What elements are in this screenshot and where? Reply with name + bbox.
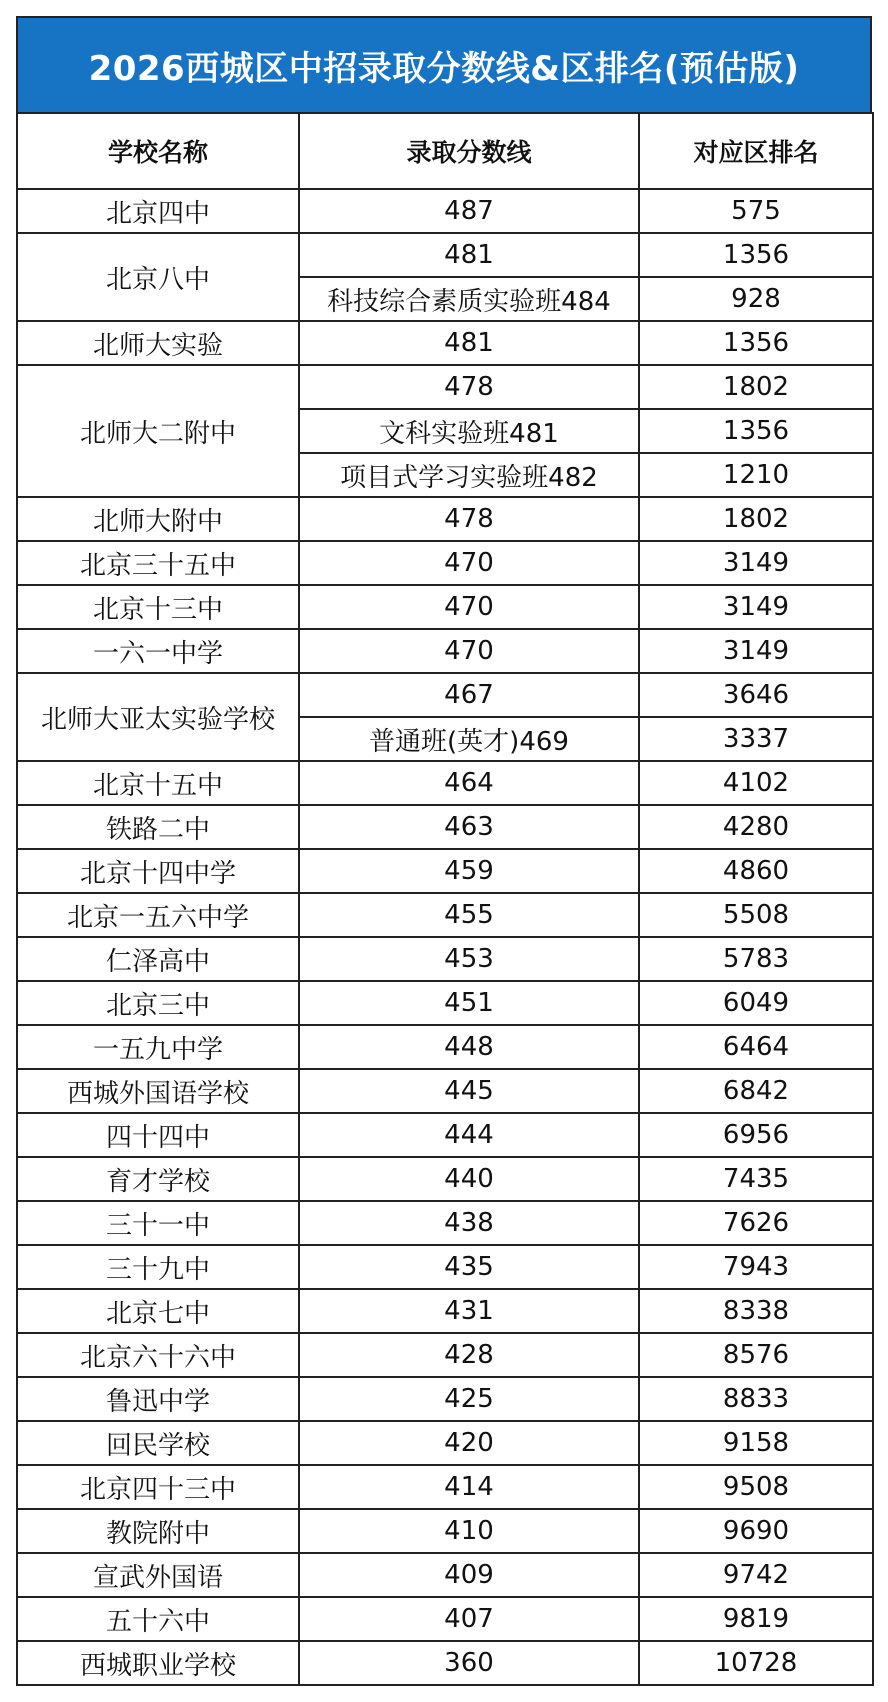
table-row xyxy=(17,1421,873,1465)
admission-score-cell: 科技综合素质实验班484 xyxy=(299,277,639,321)
district-rank-cell: 1802 xyxy=(639,365,873,409)
admission-score-cell: 481 xyxy=(299,321,639,365)
district-rank-cell: 9690 xyxy=(639,1509,873,1553)
district-rank-cell: 7626 xyxy=(639,1201,873,1245)
admission-score-cell: 487 xyxy=(299,189,639,233)
school-name-cell: 北师大二附中 xyxy=(17,365,299,497)
district-rank-cell: 575 xyxy=(639,189,873,233)
district-rank-cell: 6049 xyxy=(639,981,873,1025)
page-title: 2026西城区中招录取分数线&区排名(预估版) xyxy=(16,16,872,112)
school-name-cell: 北师大实验 xyxy=(17,321,299,365)
district-rank-cell: 8338 xyxy=(639,1289,873,1333)
admission-score-cell: 425 xyxy=(299,1377,639,1421)
table-row xyxy=(17,233,873,277)
admission-score-cell: 463 xyxy=(299,805,639,849)
district-rank-cell: 5783 xyxy=(639,937,873,981)
table-row xyxy=(17,497,873,541)
table-row xyxy=(17,629,873,673)
table-row xyxy=(17,805,873,849)
table-row xyxy=(17,1553,873,1597)
score-table-sheet xyxy=(16,16,872,1686)
admission-score-cell: 普通班(英才)469 xyxy=(299,717,639,761)
admission-score-cell: 455 xyxy=(299,893,639,937)
table-header-row xyxy=(17,113,873,189)
school-name-cell: 回民学校 xyxy=(17,1421,299,1465)
header-district-rank: 对应区排名 xyxy=(639,113,873,189)
school-name-cell: 北师大亚太实验学校 xyxy=(17,673,299,761)
table-row xyxy=(17,1113,873,1157)
admission-score-cell: 428 xyxy=(299,1333,639,1377)
school-name-cell: 四十四中 xyxy=(17,1113,299,1157)
admission-score-cell: 444 xyxy=(299,1113,639,1157)
school-name-cell: 教院附中 xyxy=(17,1509,299,1553)
table-row xyxy=(17,1465,873,1509)
table-row xyxy=(17,365,873,409)
table-row xyxy=(17,1201,873,1245)
school-name-cell: 五十六中 xyxy=(17,1597,299,1641)
admission-score-cell: 478 xyxy=(299,497,639,541)
admission-score-cell: 453 xyxy=(299,937,639,981)
admission-score-cell: 470 xyxy=(299,585,639,629)
admission-score-cell: 431 xyxy=(299,1289,639,1333)
table-row xyxy=(17,893,873,937)
admission-score-cell: 467 xyxy=(299,673,639,717)
admission-score-cell: 414 xyxy=(299,1465,639,1509)
table-row xyxy=(17,1025,873,1069)
district-rank-cell: 9508 xyxy=(639,1465,873,1509)
school-name-cell: 鲁迅中学 xyxy=(17,1377,299,1421)
table-row xyxy=(17,1333,873,1377)
table-row xyxy=(17,673,873,717)
school-name-cell: 北京四中 xyxy=(17,189,299,233)
school-name-cell: 北京六十六中 xyxy=(17,1333,299,1377)
district-rank-cell: 1356 xyxy=(639,409,873,453)
admission-score-cell: 464 xyxy=(299,761,639,805)
school-name-cell: 三十九中 xyxy=(17,1245,299,1289)
table-row xyxy=(17,1289,873,1333)
table-row xyxy=(17,981,873,1025)
district-rank-cell: 1210 xyxy=(639,453,873,497)
district-rank-cell: 1802 xyxy=(639,497,873,541)
admission-score-cell: 435 xyxy=(299,1245,639,1289)
admission-score-cell: 407 xyxy=(299,1597,639,1641)
table-row xyxy=(17,1157,873,1201)
school-name-cell: 育才学校 xyxy=(17,1157,299,1201)
district-rank-cell: 1356 xyxy=(639,321,873,365)
district-rank-cell: 6842 xyxy=(639,1069,873,1113)
table-row xyxy=(17,585,873,629)
district-rank-cell: 6956 xyxy=(639,1113,873,1157)
district-rank-cell: 9819 xyxy=(639,1597,873,1641)
district-rank-cell: 3337 xyxy=(639,717,873,761)
district-rank-cell: 7435 xyxy=(639,1157,873,1201)
admission-score-cell: 478 xyxy=(299,365,639,409)
admission-score-cell: 445 xyxy=(299,1069,639,1113)
admission-score-cell: 文科实验班481 xyxy=(299,409,639,453)
school-name-cell: 一六一中学 xyxy=(17,629,299,673)
school-name-cell: 一五九中学 xyxy=(17,1025,299,1069)
district-rank-cell: 8833 xyxy=(639,1377,873,1421)
district-rank-cell: 3149 xyxy=(639,629,873,673)
district-rank-cell: 7943 xyxy=(639,1245,873,1289)
school-name-cell: 三十一中 xyxy=(17,1201,299,1245)
admission-score-cell: 440 xyxy=(299,1157,639,1201)
table-row xyxy=(17,1377,873,1421)
school-name-cell: 北京一五六中学 xyxy=(17,893,299,937)
school-name-cell: 北京八中 xyxy=(17,233,299,321)
score-table xyxy=(16,112,874,1686)
school-name-cell: 北京七中 xyxy=(17,1289,299,1333)
school-name-cell: 西城职业学校 xyxy=(17,1641,299,1685)
table-row xyxy=(17,937,873,981)
school-name-cell: 宣武外国语 xyxy=(17,1553,299,1597)
table-row xyxy=(17,1641,873,1685)
header-school-name: 学校名称 xyxy=(17,113,299,189)
district-rank-cell: 8576 xyxy=(639,1333,873,1377)
district-rank-cell: 4102 xyxy=(639,761,873,805)
district-rank-cell: 5508 xyxy=(639,893,873,937)
table-row xyxy=(17,1245,873,1289)
district-rank-cell: 3149 xyxy=(639,585,873,629)
header-admission-score: 录取分数线 xyxy=(299,113,639,189)
district-rank-cell: 3646 xyxy=(639,673,873,717)
table-row xyxy=(17,1069,873,1113)
admission-score-cell: 470 xyxy=(299,629,639,673)
school-name-cell: 铁路二中 xyxy=(17,805,299,849)
admission-score-cell: 420 xyxy=(299,1421,639,1465)
district-rank-cell: 3149 xyxy=(639,541,873,585)
school-name-cell: 北京十五中 xyxy=(17,761,299,805)
admission-score-cell: 项目式学习实验班482 xyxy=(299,453,639,497)
school-name-cell: 北京三中 xyxy=(17,981,299,1025)
school-name-cell: 北京四十三中 xyxy=(17,1465,299,1509)
table-row xyxy=(17,849,873,893)
admission-score-cell: 360 xyxy=(299,1641,639,1685)
admission-score-cell: 410 xyxy=(299,1509,639,1553)
table-row xyxy=(17,541,873,585)
school-name-cell: 北京十三中 xyxy=(17,585,299,629)
district-rank-cell: 6464 xyxy=(639,1025,873,1069)
table-row xyxy=(17,189,873,233)
district-rank-cell: 10728 xyxy=(639,1641,873,1685)
district-rank-cell: 4860 xyxy=(639,849,873,893)
district-rank-cell: 4280 xyxy=(639,805,873,849)
admission-score-cell: 438 xyxy=(299,1201,639,1245)
admission-score-cell: 470 xyxy=(299,541,639,585)
admission-score-cell: 409 xyxy=(299,1553,639,1597)
school-name-cell: 西城外国语学校 xyxy=(17,1069,299,1113)
table-row xyxy=(17,1509,873,1553)
school-name-cell: 北京十四中学 xyxy=(17,849,299,893)
district-rank-cell: 928 xyxy=(639,277,873,321)
table-row xyxy=(17,761,873,805)
district-rank-cell: 1356 xyxy=(639,233,873,277)
district-rank-cell: 9742 xyxy=(639,1553,873,1597)
school-name-cell: 北师大附中 xyxy=(17,497,299,541)
school-name-cell: 北京三十五中 xyxy=(17,541,299,585)
admission-score-cell: 448 xyxy=(299,1025,639,1069)
district-rank-cell: 9158 xyxy=(639,1421,873,1465)
admission-score-cell: 451 xyxy=(299,981,639,1025)
table-row xyxy=(17,1597,873,1641)
admission-score-cell: 481 xyxy=(299,233,639,277)
table-row xyxy=(17,321,873,365)
table-body xyxy=(17,189,873,1685)
school-name-cell: 仁泽高中 xyxy=(17,937,299,981)
admission-score-cell: 459 xyxy=(299,849,639,893)
